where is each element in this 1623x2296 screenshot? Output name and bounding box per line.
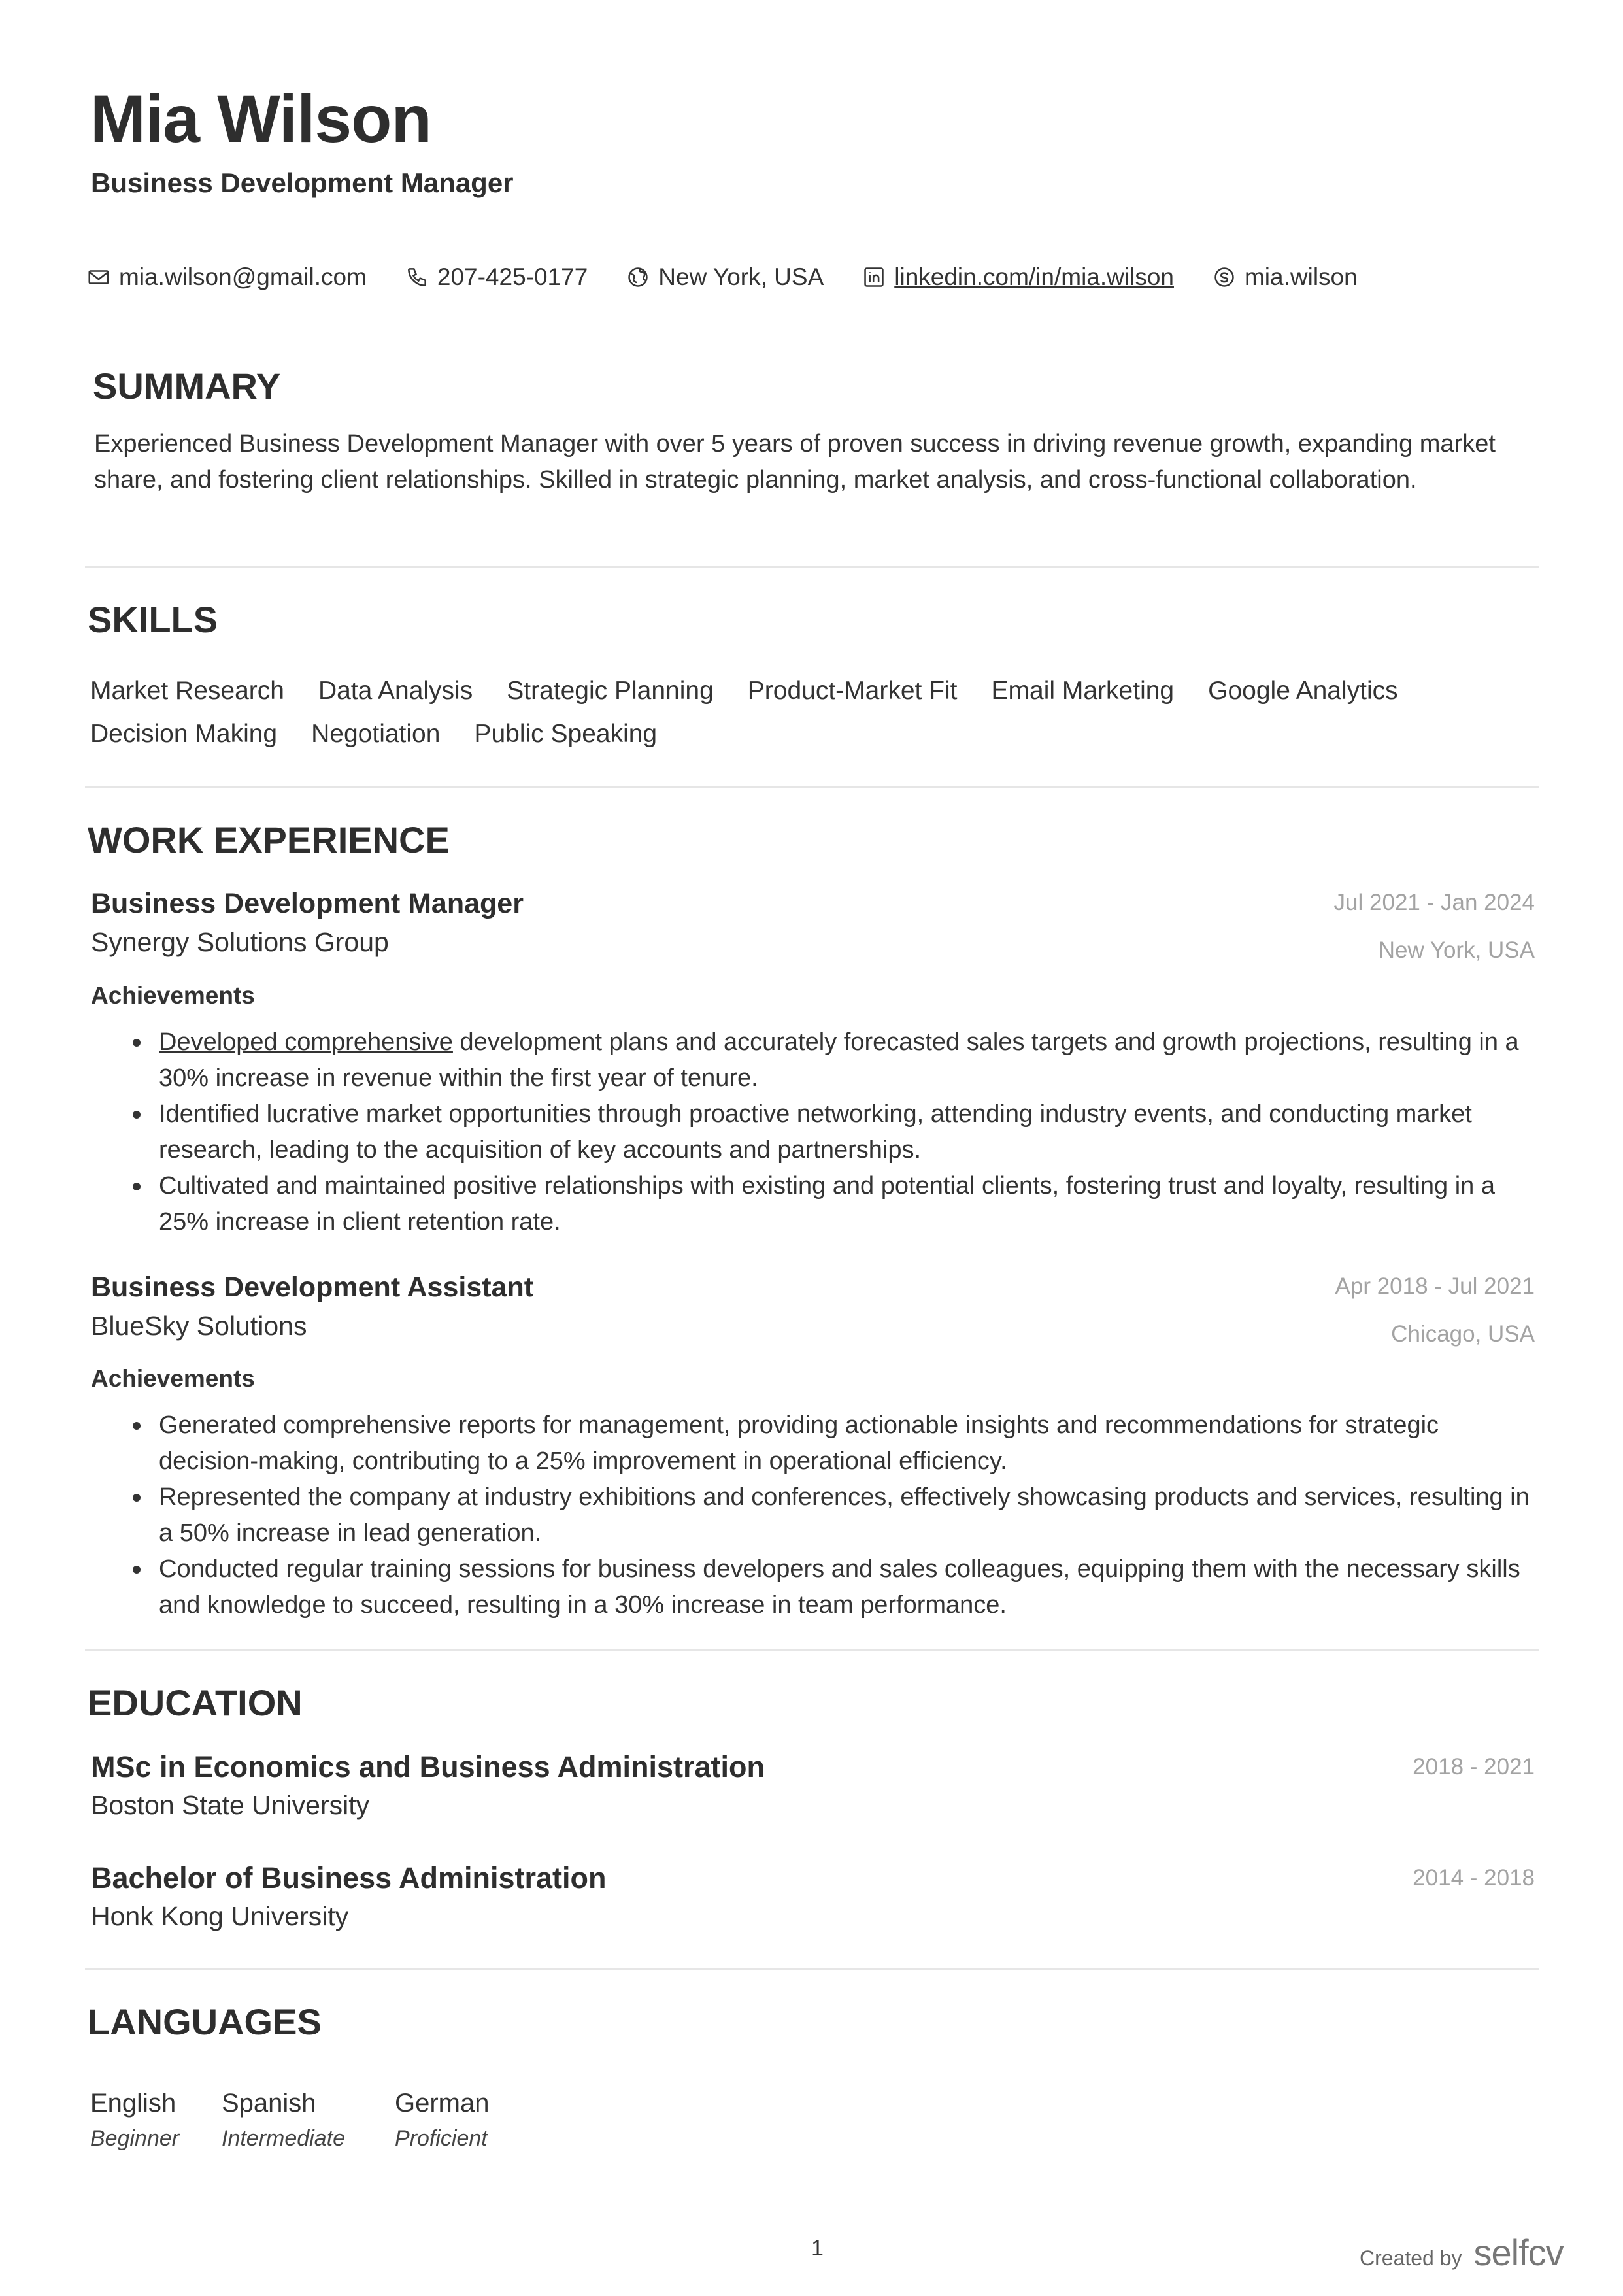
achievement-text: Cultivated and maintained positive relationships with existing and potential clients, fostering trust and loyalty, resulting in a 25% increase in client retention rate. [159, 1172, 1495, 1236]
achievement-text: Conducted regular training sessions for business developers and sales colleagues, equipping them with the necessary skills and knowledge to succeed, resulting in a 30% increase in team performance. [159, 1555, 1520, 1619]
achievement-item [159, 1479, 1531, 1551]
job-location: New York, USA [1378, 937, 1535, 963]
degree-title: MSc in Economics and Business Administration [91, 1750, 765, 1783]
achievement-text: Generated comprehensive reports for management, providing actionable insights and recommendations for strategic decision-making, contributing to a 25% improvement in operational efficiency. [159, 1411, 1439, 1475]
language-name: English [90, 2089, 176, 2118]
school-name: Boston State University [91, 1790, 370, 1820]
job-title: Business Development Assistant [91, 1272, 534, 1303]
achievement-text: Represented the company at industry exhibitions and conferences, effectively showcasing products and services, resulting in a 50% increase in lead generation. [159, 1483, 1530, 1547]
section-divider [85, 1649, 1539, 1651]
education-heading: EDUCATION [88, 1682, 303, 1723]
contact-linkedin[interactable] [862, 263, 1174, 291]
contact-email[interactable] [86, 263, 367, 291]
achievement-highlight: Developed comprehensive [159, 1028, 453, 1056]
contact-email-text: mia.wilson@gmail.com [119, 263, 367, 290]
linkedin-icon [862, 265, 886, 290]
created-by-badge [1360, 2231, 1564, 2274]
brand-logo: selfcv [1473, 2232, 1564, 2273]
achievement-item [159, 1096, 1531, 1168]
contact-linkedin-text[interactable]: linkedin.com/in/mia.wilson [894, 263, 1174, 290]
language-level: Beginner [90, 2126, 180, 2151]
contact-phone-text: 207-425-0177 [437, 263, 588, 290]
contact-location-text: New York, USA [658, 263, 824, 290]
skill-item: Data Analysis [318, 677, 473, 705]
location-icon [626, 265, 650, 290]
language-name: Spanish [222, 2089, 316, 2118]
skill-item: Google Analytics [1208, 677, 1398, 705]
skill-item: Decision Making [90, 720, 278, 748]
job-title: Business Development Manager [91, 888, 524, 919]
candidate-name: Mia Wilson [90, 82, 431, 156]
phone-icon [405, 265, 429, 290]
achievement-text: development plans and accurately forecasted sales targets and growth projections, resulting in a 30% increase in revenue within the first year of tenure. [159, 1028, 1519, 1092]
contact-skype[interactable] [1212, 263, 1358, 291]
created-by-label: Created by [1360, 2246, 1462, 2270]
candidate-headline: Business Development Manager [91, 167, 514, 198]
language-level: Proficient [395, 2126, 488, 2151]
achievements-label: Achievements [91, 1365, 255, 1392]
skill-item: Strategic Planning [507, 677, 714, 705]
section-divider [85, 566, 1539, 568]
achievements-label: Achievements [91, 982, 255, 1009]
language-level: Intermediate [222, 2126, 345, 2151]
achievements-list [159, 1408, 1531, 1623]
achievements-list [159, 1024, 1531, 1240]
contact-phone[interactable] [405, 263, 588, 291]
contact-bar [86, 263, 1396, 291]
skills-list [90, 669, 1541, 756]
job-company: BlueSky Solutions [91, 1311, 307, 1341]
mail-icon [86, 265, 111, 290]
page-number: 1 [811, 2236, 824, 2261]
language-item [395, 2084, 490, 2155]
skill-item: Email Marketing [991, 677, 1175, 705]
achievement-item [159, 1551, 1531, 1623]
skill-item: Market Research [90, 677, 284, 705]
achievement-text: Identified lucrative market opportunities through proactive networking, attending industry events, and conducting market research, leading to the acquisition of key accounts and partnerships. [159, 1100, 1472, 1164]
job-dates: Jul 2021 - Jan 2024 [1333, 890, 1535, 915]
achievement-item [159, 1024, 1531, 1096]
education-dates: 2014 - 2018 [1413, 1865, 1535, 1891]
summary-heading: SUMMARY [93, 365, 281, 407]
achievement-item [159, 1408, 1531, 1479]
skill-item: Public Speaking [474, 720, 658, 748]
school-name: Honk Kong University [91, 1901, 349, 1931]
summary-text: Experienced Business Development Manager with over 5 years of proven success in driving revenue growth, expanding market share, and fostering client relationships. Skilled in strategic planning, market analysis, and cross-functional collaboration. [94, 430, 1496, 494]
experience-heading: WORK EXPERIENCE [88, 819, 450, 860]
skill-item: Product-Market Fit [747, 677, 958, 705]
contact-skype-text: mia.wilson [1244, 263, 1358, 290]
skills-heading: SKILLS [88, 599, 218, 640]
skype-icon [1212, 265, 1237, 290]
contact-location [626, 263, 824, 291]
job-company: Synergy Solutions Group [91, 927, 389, 957]
section-divider [85, 786, 1539, 788]
languages-heading: LANGUAGES [88, 2001, 322, 2042]
education-dates: 2018 - 2021 [1413, 1754, 1535, 1780]
section-divider [85, 1968, 1539, 1970]
language-item [90, 2084, 179, 2155]
achievement-item [159, 1168, 1531, 1240]
skill-item: Negotiation [311, 720, 441, 748]
language-item [222, 2084, 345, 2155]
language-name: German [395, 2089, 490, 2118]
degree-title: Bachelor of Business Administration [91, 1861, 607, 1895]
job-location: Chicago, USA [1391, 1321, 1535, 1347]
job-dates: Apr 2018 - Jul 2021 [1335, 1274, 1535, 1299]
